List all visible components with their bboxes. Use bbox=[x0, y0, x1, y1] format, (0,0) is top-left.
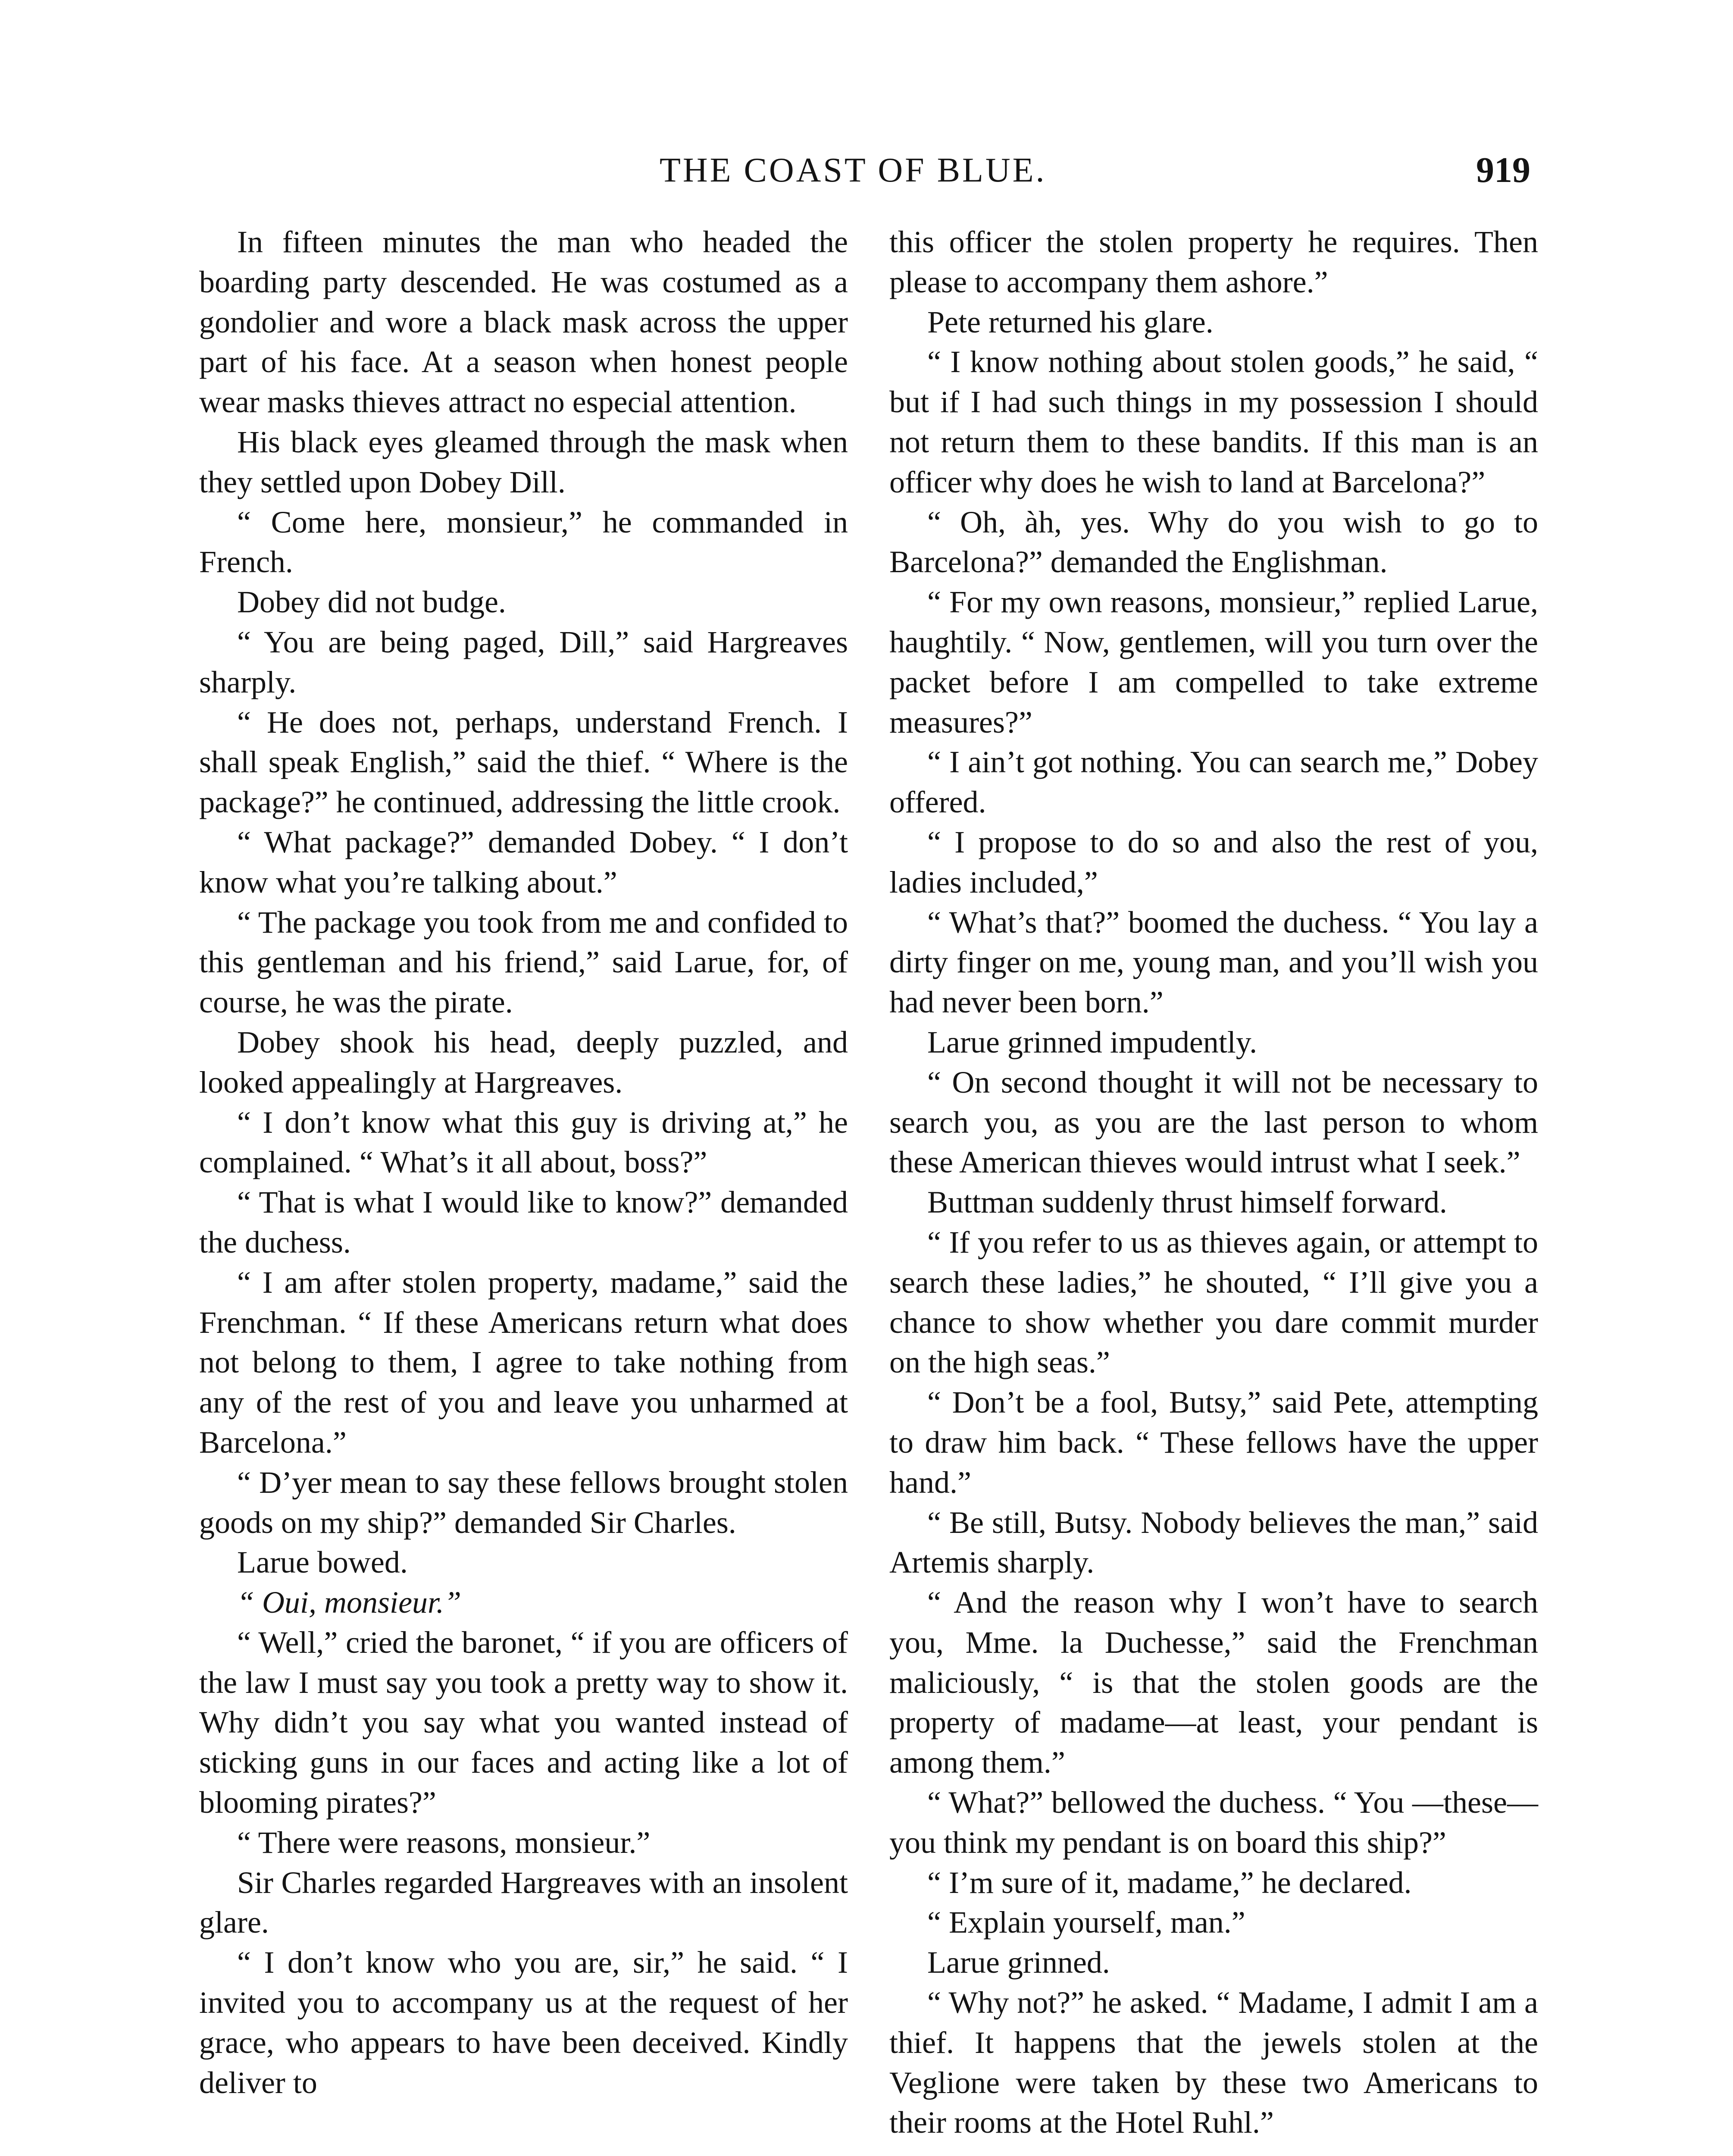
paragraph: “ Why not?” he asked. “ Madame, I admit I am a thief. It happens that the jewels stolen at the Veglione were taken by these two Americans to their rooms at the Hotel Ruhl.” bbox=[889, 1985, 1538, 2140]
paragraph: Larue bowed. bbox=[237, 1545, 408, 1580]
paragraph: Dobey did not budge. bbox=[237, 585, 506, 620]
paragraph: His black eyes gleamed through the mask when they settled upon Dobey Dill. bbox=[199, 424, 848, 499]
paragraph: In fifteen minutes the man who headed the boarding party descended. He was costumed as a gondolier and wore a black mask across the upper part of his face. At a season when honest people wear masks thieves attract no especial attention. bbox=[199, 225, 848, 420]
paragraph: “ I’m sure of it, madame,” he declared. bbox=[927, 1865, 1412, 1900]
paragraph: “ On second thought it will not be necessary to search you, as you are the last person to whom these American thieves would intrust what I seek.” bbox=[889, 1065, 1538, 1180]
paragraph: “ I know nothing about stolen goods,” he said, “ but if I had such things in my possession I should not return them to these bandits. If this man is an officer why does he wish to land at Barcelona?” bbox=[889, 345, 1538, 499]
text-column-right bbox=[889, 222, 1538, 2143]
text-column-left bbox=[199, 222, 848, 2103]
paragraph: “ You are being paged, Dill,” said Hargreaves sharply. bbox=[199, 624, 848, 699]
paragraph: “ He does not, perhaps, understand French. I shall speak English,” said the thief. “ Where is the package?” he continued, addressing the little crook. bbox=[199, 705, 848, 820]
paragraph: “ If you refer to us as thieves again, or attempt to search these ladies,” he shouted, “ I’ll give you a chance to show whether you dare commit murder on the high seas.” bbox=[889, 1225, 1538, 1380]
paragraph: Larue grinned. bbox=[927, 1945, 1110, 1980]
paragraph: “ What’s that?” boomed the duchess. “ You lay a dirty finger on me, young man, and you’ll wish you had never been born.” bbox=[889, 905, 1538, 1020]
paragraph: Sir Charles regarded Hargreaves with an insolent glare. bbox=[199, 1865, 848, 1940]
paragraph: this officer the stolen property he requires. Then please to accompany them ashore.” bbox=[889, 225, 1538, 299]
paragraph: “ Oui, monsieur.” bbox=[237, 1585, 462, 1620]
paragraph: “ Well,” cried the baronet, “ if you are officers of the law I must say you took a pretty way to show it. Why didn’t you say what you wanted instead of sticking guns in our faces and acting like a lot of blooming pirates?” bbox=[199, 1625, 848, 1820]
paragraph: “ The package you took from me and confided to this gentleman and his friend,” said Larue, for, of course, he was the pirate. bbox=[199, 905, 848, 1020]
page-number: 919 bbox=[1476, 150, 1530, 190]
paragraph: “ There were reasons, monsieur.” bbox=[237, 1825, 651, 1860]
paragraph: Pete returned his glare. bbox=[927, 304, 1214, 339]
paragraph: “ Be still, Butsy. Nobody believes the man,” said Artemis sharply. bbox=[889, 1505, 1538, 1580]
paragraph: “ Oh, àh, yes. Why do you wish to go to Barcelona?” demanded the Englishman. bbox=[889, 505, 1538, 580]
paragraph: “ I propose to do so and also the rest of you, ladies included,” bbox=[889, 824, 1538, 899]
paragraph: “ That is what I would like to know?” demanded the duchess. bbox=[199, 1185, 848, 1260]
paragraph: “ What?” bellowed the duchess. “ You —these—you think my pendant is on board this ship?” bbox=[889, 1785, 1538, 1860]
running-title: THE COAST OF BLUE. bbox=[660, 151, 1047, 189]
paragraph: “ I ain’t got nothing. You can search me,” Dobey offered. bbox=[889, 745, 1538, 820]
paragraph: Larue grinned impudently. bbox=[927, 1025, 1258, 1059]
paragraph: “ I don’t know what this guy is driving at,” he complained. “ What’s it all about, boss?” bbox=[199, 1105, 848, 1180]
paragraph: “ D’yer mean to say these fellows brought stolen goods on my ship?” demanded Sir Charles. bbox=[199, 1465, 848, 1540]
paragraph: “ Explain yourself, man.” bbox=[927, 1905, 1245, 1940]
paragraph: “ For my own reasons, monsieur,” replied Larue, haughtily. “ Now, gentlemen, will you turn over the packet before I am compelled to take extreme measures?” bbox=[889, 585, 1538, 740]
paragraph: “ Come here, monsieur,” he commanded in French. bbox=[199, 505, 848, 580]
paragraph: Dobey shook his head, deeply puzzled, and looked appealingly at Hargreaves. bbox=[199, 1025, 848, 1100]
paragraph: “ What package?” demanded Dobey. “ I don’t know what you’re talking about.” bbox=[199, 824, 848, 899]
paragraph: “ I don’t know who you are, sir,” he said. “ I invited you to accompany us at the request of her grace, who appears to have been deceived. Kindly deliver to bbox=[199, 1945, 848, 2100]
running-header bbox=[0, 147, 1733, 194]
paragraph: “ Don’t be a fool, Butsy,” said Pete, attempting to draw him back. “ These fellows have the upper hand.” bbox=[889, 1385, 1538, 1500]
paragraph: “ And the reason why I won’t have to search you, Mme. la Duchesse,” said the Frenchman maliciously, “ is that the stolen goods are the property of madame—at least, your pendant is among them.” bbox=[889, 1585, 1538, 1780]
paragraph: “ I am after stolen property, madame,” said the Frenchman. “ If these Americans return what does not belong to them, I agree to take nothing from any of the rest of you and leave you unharmed at Barcelona.” bbox=[199, 1265, 848, 1460]
paragraph: Buttman suddenly thrust himself forward. bbox=[927, 1185, 1447, 1220]
